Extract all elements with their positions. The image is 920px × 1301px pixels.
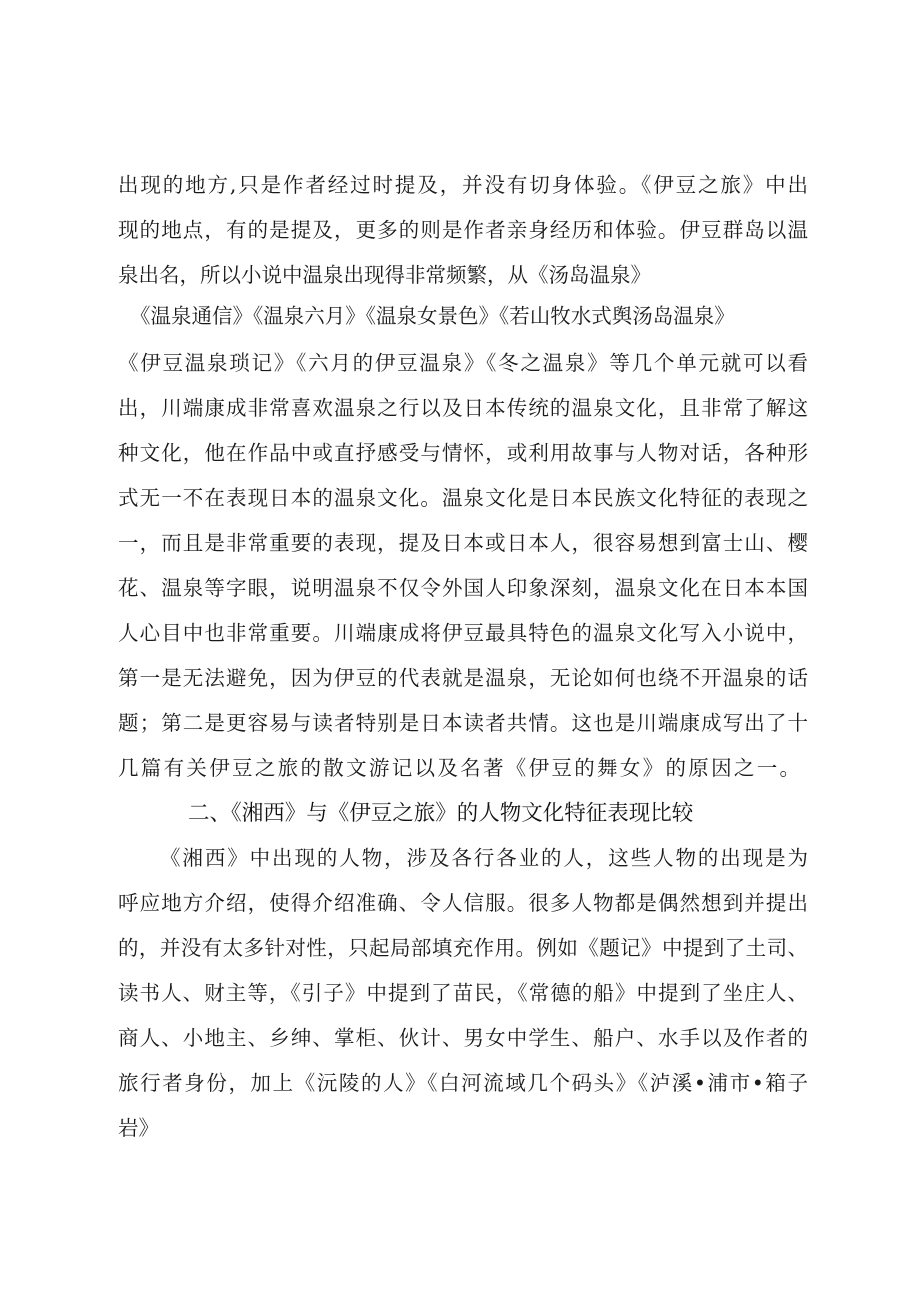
text-line: 出现的地方,只是作者经过时提及，并没有切身体验。《伊豆之旅》中出 bbox=[118, 173, 808, 197]
text-line: 现的地点，有的是提及，更多的则是作者亲身经历和体验。伊豆群岛以温 bbox=[118, 218, 808, 242]
text-line: 第一是无法避免，因为伊豆的代表就是温泉，无论如何也绕不开温泉的话 bbox=[118, 666, 808, 690]
text-line: 商人、小地主、乡绅、掌柜、伙计、男女中学生、船户、水手以及作者的 bbox=[118, 1026, 808, 1050]
text-line: 泉出名，所以小说中温泉出现得非常频繁，从《汤岛温泉》 bbox=[118, 263, 651, 287]
text-line: 花、温泉等字眼，说明温泉不仅令外国人印象深刻，温泉文化在日本本国 bbox=[118, 576, 808, 600]
text-line: 《湘西》中出现的人物，涉及各行各业的人，这些人物的出现是为 bbox=[160, 846, 808, 870]
text-line: 式无一不在表现日本的温泉文化。温泉文化是日本民族文化特征的表现之 bbox=[118, 486, 808, 510]
text-line: 题；第二是更容易与读者特别是日本读者共情。这也是川端康成写出了十 bbox=[118, 711, 808, 735]
text-line: 种文化，他在作品中或直抒感受与情怀，或利用故事与人物对话，各种形 bbox=[118, 441, 808, 465]
text-line: 人心目中也非常重要。川端康成将伊豆最具特色的温泉文化写入小说中， bbox=[118, 621, 808, 645]
text-line: 的，并没有太多针对性，只起局部填充作用。例如《题记》中提到了土司、 bbox=[118, 936, 808, 960]
section-heading: 二、《湘西》与《伊豆之旅》的人物文化特征表现比较 bbox=[188, 801, 694, 826]
text-line: 《温泉通信》《温泉六月》《温泉女景色》《若山牧水式舆汤岛温泉》 bbox=[130, 304, 735, 328]
text-line: 《伊豆温泉琐记》《六月的伊豆温泉》《冬之温泉》等几个单元就可以看 bbox=[118, 351, 808, 375]
text-line: 读书人、财主等，《引子》中提到了苗民，《常德的船》中提到了坐庄人、 bbox=[118, 981, 808, 1005]
text-line: 旅行者身份，加上《沅陵的人》《白河流域几个码头》《泸溪•浦市•箱子 bbox=[118, 1071, 808, 1095]
text-line: 几篇有关伊豆之旅的散文游记以及名著《伊豆的舞女》的原因之一。 bbox=[118, 756, 800, 780]
text-line: 一，而且是非常重要的表现，提及日本或日本人，很容易想到富士山、樱 bbox=[118, 531, 808, 555]
text-line: 出，川端康成非常喜欢温泉之行以及日本传统的温泉文化，且非常了解这 bbox=[118, 396, 808, 420]
text-line: 呼应地方介绍，使得介绍准确、令人信服。很多人物都是偶然想到并提出 bbox=[118, 891, 808, 915]
text-line: 岩》 bbox=[118, 1116, 159, 1140]
